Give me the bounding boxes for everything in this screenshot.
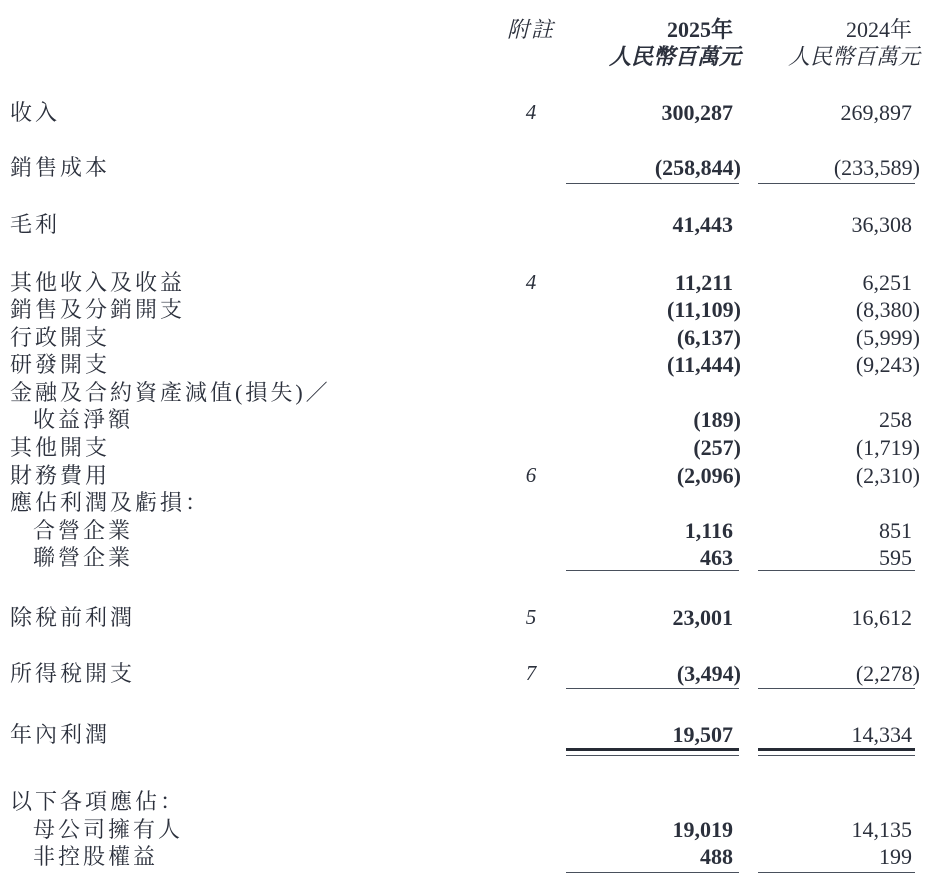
value-2025: (189): [693, 407, 741, 432]
row-label: 合營企業: [33, 518, 134, 543]
total-rule-underline-2024: [758, 755, 915, 756]
table-row-profit-before-tax: [0, 604, 947, 631]
table-row-gross-profit: [0, 211, 947, 238]
value-2024: 6,251: [862, 270, 912, 295]
row-label: 應佔利潤及虧損：: [10, 490, 211, 515]
row-label: 非控股權益: [33, 844, 159, 869]
underline-2024: [758, 688, 915, 689]
table-row-impairment-net: [0, 406, 947, 433]
total-rule-2025: [566, 748, 739, 751]
table-header-unit-row: [0, 43, 947, 70]
value-2024: (2,278): [855, 661, 920, 686]
table-row-owners-of-parent: [0, 816, 947, 843]
table-row-selling-expenses: [0, 296, 947, 323]
row-label: 財務費用: [10, 463, 111, 488]
row-label: 除稅前利潤: [10, 605, 136, 630]
value-2024: 595: [879, 545, 912, 570]
table-row-finance-costs: [0, 462, 947, 489]
table-row-other-income: [0, 269, 947, 296]
row-label: 收益淨額: [33, 407, 134, 432]
value-2025: 19,019: [672, 817, 733, 842]
table-row-revenue: [0, 99, 947, 126]
table-row-profit-for-year: [0, 721, 947, 748]
row-note: 7: [525, 661, 537, 685]
row-label: 毛利: [10, 212, 61, 237]
value-2025: 463: [700, 545, 733, 570]
row-label: 研發開支: [10, 352, 111, 377]
column-header-year-2025: 2025年: [666, 17, 733, 42]
value-2024: (2,310): [855, 463, 920, 488]
value-2025: (258,844): [654, 155, 741, 180]
table-row-associates: [0, 544, 947, 571]
row-label: 母公司擁有人: [33, 817, 184, 842]
row-note: 6: [525, 463, 537, 487]
value-2025: 23,001: [672, 605, 733, 630]
underline-2025: [566, 688, 739, 689]
value-2024: (5,999): [855, 325, 920, 350]
row-label: 收入: [10, 100, 61, 125]
value-2025: 11,211: [674, 270, 733, 295]
table-row-rd-expenses: [0, 351, 947, 378]
value-2024: 851: [879, 518, 912, 543]
value-2024: 14,135: [851, 817, 912, 842]
value-2025: (2,096): [676, 463, 741, 488]
row-label: 其他開支: [10, 435, 111, 460]
underline-2025: [566, 570, 739, 571]
column-header-year-2024: 2024年: [845, 17, 912, 42]
value-2025: (6,137): [676, 325, 741, 350]
table-row-non-controlling-interests: [0, 843, 947, 870]
value-2024: 36,308: [851, 212, 912, 237]
row-label: 銷售及分銷開支: [10, 297, 186, 322]
value-2025: (11,109): [667, 297, 741, 322]
row-label: 其他收入及收益: [10, 270, 186, 295]
table-row-cost-of-sales: [0, 154, 947, 181]
value-2024: 16,612: [851, 605, 912, 630]
value-2024: (9,243): [855, 352, 920, 377]
table-row-income-tax: [0, 660, 947, 687]
underline-2025: [566, 183, 739, 184]
value-2025: 19,507: [672, 722, 733, 747]
row-label: 年內利潤: [10, 722, 111, 747]
row-note: 4: [525, 100, 537, 124]
row-note: 4: [525, 270, 537, 294]
table-row-admin-expenses: [0, 324, 947, 351]
total-rule-underline-2025: [566, 755, 739, 756]
table-row-attributable-caption: [0, 788, 947, 815]
underline-2024: [758, 872, 915, 873]
value-2025: (11,444): [667, 352, 741, 377]
value-2025: (257): [693, 435, 741, 460]
row-label: 聯營企業: [33, 545, 134, 570]
column-header-note: 附註: [506, 17, 555, 42]
value-2024: (1,719): [855, 435, 920, 460]
row-label: 所得稅開支: [10, 661, 136, 686]
value-2024: 258: [879, 407, 912, 432]
underline-2024: [758, 183, 915, 184]
row-label: 銷售成本: [10, 155, 111, 180]
underline-2024: [758, 570, 915, 571]
value-2024: 199: [879, 844, 912, 869]
row-note: 5: [525, 605, 537, 629]
table-row-impairment-caption: [0, 379, 947, 406]
table-row-share-of-profits-caption: [0, 489, 947, 516]
value-2024: 14,334: [851, 722, 912, 747]
value-2025: (3,494): [676, 661, 741, 686]
value-2025: 41,443: [672, 212, 733, 237]
column-header-unit-2024: 人民幣百萬元: [787, 44, 920, 69]
row-label: 行政開支: [10, 325, 111, 350]
value-2024: (233,589): [833, 155, 920, 180]
table-row-joint-ventures: [0, 517, 947, 544]
table-row-other-expenses: [0, 434, 947, 461]
value-2024: 269,897: [840, 100, 912, 125]
underline-2025: [566, 872, 739, 873]
value-2025: 488: [700, 844, 733, 869]
column-header-unit-2025: 人民幣百萬元: [608, 44, 741, 69]
row-label: 以下各項應佔：: [10, 789, 186, 814]
value-2025: 1,116: [684, 518, 733, 543]
table-header-row: [0, 16, 947, 43]
row-label: 金融及合約資產減值(損失)／: [10, 380, 331, 405]
value-2024: (8,380): [855, 297, 920, 322]
value-2025: 300,287: [661, 100, 733, 125]
total-rule-2024: [758, 748, 915, 751]
